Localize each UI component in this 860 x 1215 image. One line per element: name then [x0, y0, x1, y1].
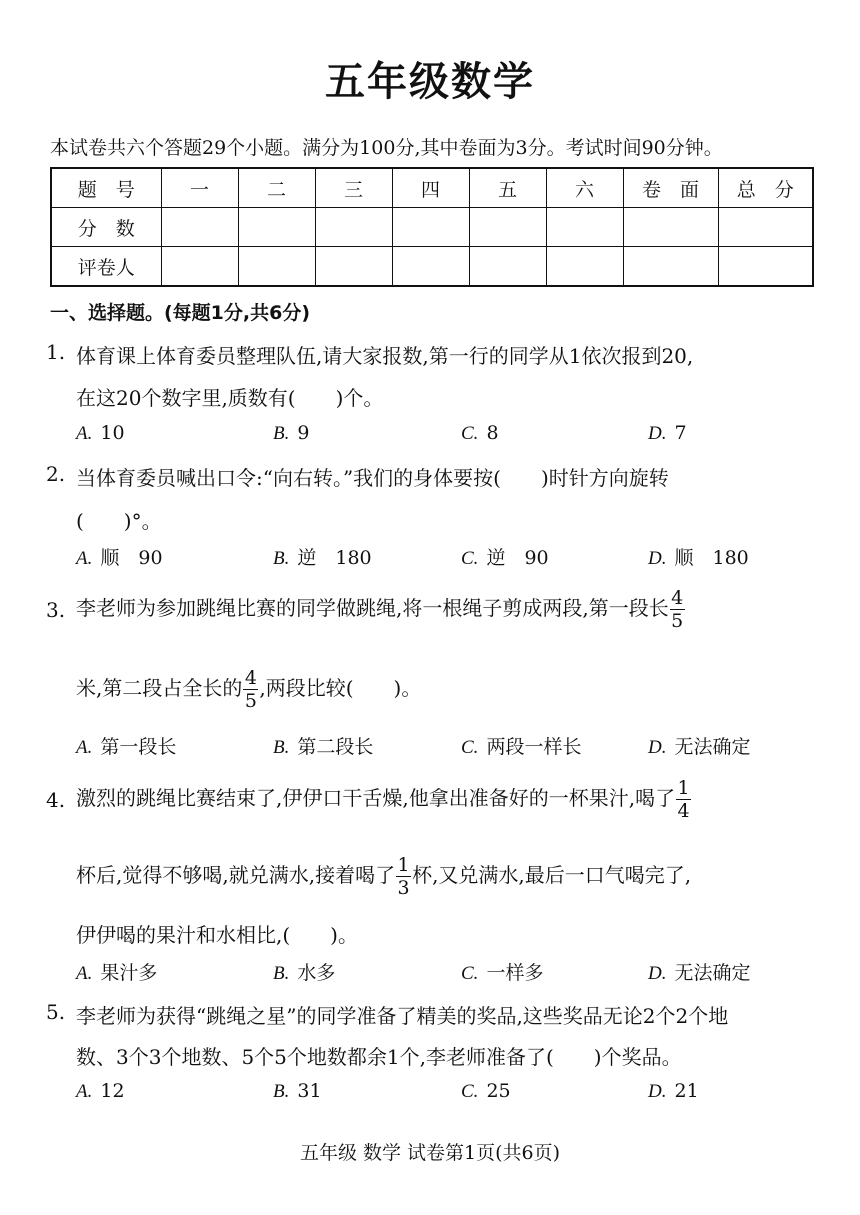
option-d[interactable]: D. 无法确定	[648, 962, 751, 984]
option-b[interactable]: B. 第二段长	[273, 736, 374, 758]
grader-cell[interactable]	[469, 247, 546, 287]
option-c[interactable]: C. 25	[461, 1080, 511, 1102]
option-a[interactable]: A. 12	[76, 1080, 125, 1102]
option-d[interactable]: D. 无法确定	[648, 736, 751, 758]
exam-title: 五年级数学	[325, 58, 535, 105]
header-cell: 五	[469, 168, 546, 208]
option-a[interactable]: A. 10	[76, 422, 125, 444]
question-text: 数、3个3个地数、5个5个地数都余1个,李老师准备了( )个奖品。	[76, 1045, 682, 1069]
row-label-grader: 评卷人	[51, 247, 161, 287]
question-text: 伊伊喝的果汁和水相比,( )。	[76, 923, 358, 947]
grader-cell[interactable]	[623, 247, 718, 287]
option-d[interactable]: D. 顺 180	[648, 547, 749, 569]
header-cell: 卷 面	[623, 168, 718, 208]
grader-cell[interactable]	[718, 247, 813, 287]
header-cell: 题 号	[51, 168, 161, 208]
grader-cell[interactable]	[161, 247, 238, 287]
fraction: $\frac{1}{4}$	[677, 777, 690, 822]
question-text: 杯后,觉得不够喝,就兑满水,接着喝了 $\frac{1}{3}$ 杯,又兑满水,最后一口气喝完了,	[76, 854, 692, 899]
score-table-header-row	[51, 168, 813, 208]
question-text: 米,第二段占全长的 $\frac{4}{5}$ ,两段比较( )。	[76, 667, 422, 712]
option-a[interactable]: A. 顺 90	[76, 547, 163, 569]
header-cell: 三	[315, 168, 392, 208]
score-table	[50, 167, 814, 287]
row-label-score: 分 数	[51, 208, 161, 247]
option-b[interactable]: B. 逆 180	[273, 547, 372, 569]
option-b[interactable]: B. 水多	[273, 962, 336, 984]
header-cell: 一	[161, 168, 238, 208]
question-number: 3.	[46, 598, 66, 622]
score-cell[interactable]	[238, 208, 315, 247]
option-c[interactable]: C. 逆 90	[461, 547, 549, 569]
header-cell: 四	[392, 168, 469, 208]
score-row	[51, 208, 813, 247]
grader-row	[51, 247, 813, 287]
header-cell: 六	[546, 168, 623, 208]
question-number: 4.	[46, 788, 66, 812]
score-cell[interactable]	[392, 208, 469, 247]
exam-instructions: 本试卷共六个答题29个小题。满分为100分,其中卷面为3分。考试时间90分钟。	[50, 137, 723, 159]
score-cell[interactable]	[623, 208, 718, 247]
option-c[interactable]: C. 一样多	[461, 962, 544, 984]
option-c[interactable]: C. 8	[461, 422, 499, 444]
question-text: 体育课上体育委员整理队伍,请大家报数,第一行的同学从1依次报到20,	[76, 344, 694, 368]
grader-cell[interactable]	[315, 247, 392, 287]
score-cell[interactable]	[546, 208, 623, 247]
question-text: 激烈的跳绳比赛结束了,伊伊口干舌燥,他拿出准备好的一杯果汁,喝了 $\frac{1}{4}$	[76, 777, 690, 822]
option-b[interactable]: B. 9	[273, 422, 310, 444]
question-text: ( )°。	[76, 509, 162, 533]
option-a[interactable]: A. 第一段长	[76, 736, 177, 758]
score-cell[interactable]	[161, 208, 238, 247]
question-text: 李老师为参加跳绳比赛的同学做跳绳,将一根绳子剪成两段,第一段长 $\frac{4}{5}$	[76, 587, 684, 632]
option-b[interactable]: B. 31	[273, 1080, 322, 1102]
grader-cell[interactable]	[238, 247, 315, 287]
option-a[interactable]: A. 果汁多	[76, 962, 158, 984]
grader-cell[interactable]	[392, 247, 469, 287]
score-cell[interactable]	[315, 208, 392, 247]
question-number: 2.	[46, 462, 66, 486]
section-heading: 一、选择题。(每题1分,共6分)	[50, 302, 311, 324]
option-d[interactable]: D. 7	[648, 422, 687, 444]
page-footer: 五年级 数学 试卷第1页(共6页)	[299, 1142, 561, 1164]
question-text: 在这20个数字里,质数有( )个。	[76, 386, 384, 410]
score-cell[interactable]	[469, 208, 546, 247]
question-text: 当体育委员喊出口令:“向右转。”我们的身体要按( )时针方向旋转	[76, 466, 669, 490]
header-cell: 二	[238, 168, 315, 208]
grader-cell[interactable]	[546, 247, 623, 287]
fraction: $\frac{4}{5}$	[244, 667, 257, 712]
score-cell[interactable]	[718, 208, 813, 247]
fraction: $\frac{4}{5}$	[671, 587, 684, 632]
option-c[interactable]: C. 两段一样长	[461, 736, 582, 758]
fraction: $\frac{1}{3}$	[397, 854, 410, 899]
question-number: 5.	[46, 1000, 66, 1024]
question-number: 1.	[46, 340, 66, 364]
question-text: 李老师为获得“跳绳之星”的同学准备了精美的奖品,这些奖品无论2个2个地	[76, 1004, 729, 1028]
header-cell: 总 分	[718, 168, 813, 208]
option-d[interactable]: D. 21	[648, 1080, 699, 1102]
